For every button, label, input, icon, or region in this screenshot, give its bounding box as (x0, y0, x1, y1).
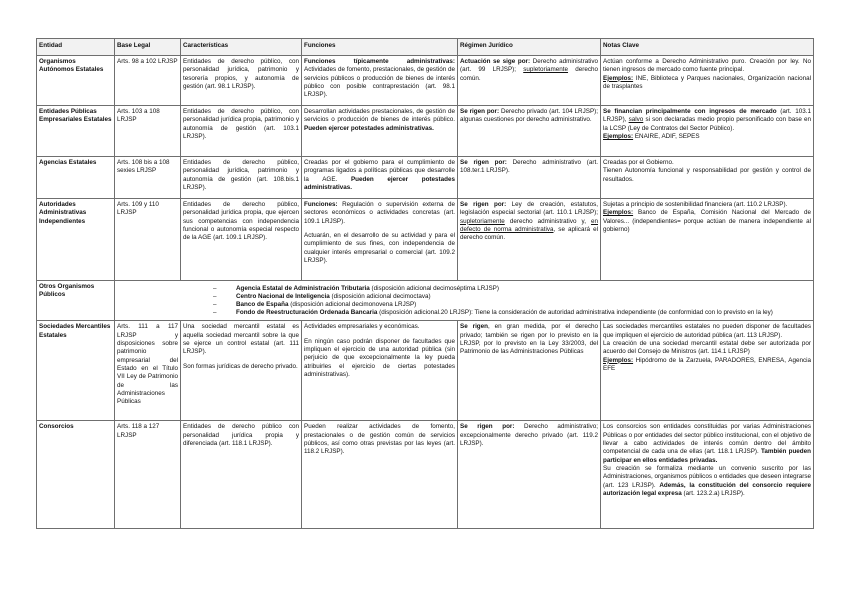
cell-regimen (458, 421, 601, 529)
cell-funciones (302, 321, 458, 421)
cell-funciones: Pueden realizar actividades de fomento, prestacionales o de gestión común de servicios públicos, así como otras previstas por las leyes (art. 118.2 LRJSP). (302, 421, 458, 529)
bold-text: Pueden ejercer potestades administrativas. (304, 175, 455, 192)
table-row (37, 56, 814, 106)
table-row (37, 421, 814, 529)
text: Actuarán, en el desarrollo de su actividad y para el cumplimiento de sus fines, con independencia de cualquier interés empresarial o comercial (art. 109.2 LRJSP). (304, 232, 455, 265)
header-base-legal: Base Legal (115, 39, 181, 56)
text: Tienen Autonomía funcional y responsabilidad por gestión y control de resultados. (603, 167, 811, 183)
bold-text: Pueden ejercer potestades administrativas. (304, 124, 434, 132)
text: En ningún caso podrán disponer de facultades que impliquen el ejercicio de una autoridad pública (sin perjuicio de que excepcionalmente la ley pueda atribuirles el ejercicio de ciertas potestades administrativas). (304, 337, 455, 378)
bold-text: Funciones típicamente administrativas: (304, 58, 455, 65)
cell-entidad: Autoridades Administrativas Independientes (37, 199, 115, 281)
text: Una sociedad mercantil estatal es aquella sociedad mercantil sobre la que se ejerce un control estatal (art. 111 LRJSP). (183, 323, 299, 356)
text: (disposición adicional decimonovena LRJSP) (288, 301, 417, 309)
cell-entidad: Entidades Públicas Empresariales Estatales (37, 106, 115, 157)
cell-notas (601, 157, 814, 199)
bold-text: Banco de España (236, 301, 289, 309)
text: Derecho administrativo; excepcionalmente derecho privado (art. 119.2 LRJSP). (460, 423, 598, 447)
text: Creadas por el gobierno para el cumplimiento de programas ligados a políticas públicas que desarrolle la AGE. (304, 159, 455, 183)
text: (disposición adicional decimoctava) (329, 293, 431, 301)
cell-funciones (302, 199, 458, 281)
cell-entidad: Organismos Autónomos Estatales (37, 56, 115, 106)
examples-label: Ejemplos: (603, 209, 634, 217)
text: ENAIRE, ADIF, SEPES (633, 133, 700, 141)
text: Hipódromo de la Zarzuela, PARADORES, ENRESA, Agencia EFE (603, 356, 811, 372)
text: Derecho administrativo (art. 99 LRJSP); (460, 58, 598, 74)
cell-notas (601, 106, 814, 157)
text: Creadas por el Gobierno. (603, 159, 674, 166)
text: (disposición adicional.20 LRJSP): Tiene la consideración de autoridad administrativa independiente (de conformidad con lo previsto en la ley) (377, 309, 773, 317)
table-row (37, 106, 814, 157)
cell-caracteristicas (181, 321, 302, 421)
cell-notas (601, 421, 814, 529)
bold-text: Agencia Estatal de Administración Tributaria (236, 285, 370, 292)
list-item (117, 293, 811, 301)
bold-text: También pueden participar en ellos entidades privadas. (603, 448, 811, 464)
examples-label: Ejemplos: (603, 356, 634, 364)
text: derecho administrativo y, (504, 217, 591, 225)
underlined-text: supletoriamente (460, 217, 505, 225)
bold-text: Se financian principalmente con ingresos de mercado (603, 108, 777, 115)
examples-label: Ejemplos: (603, 133, 634, 141)
text: Regulación o supervisión externa de sectores económicos o actividades concretas (art. 109.1 LRJSP). (304, 201, 455, 225)
text: (art. 103.1 LRJSP), (603, 108, 811, 124)
underlined-text: en defecto de norma administrativa (460, 217, 598, 234)
text: Desarrollan actividades prestacionales, de gestión de servicios o producción de bienes de interés público. (304, 108, 455, 124)
cell-base-legal: Arts. 109 y 110 LRJSP (115, 199, 181, 281)
text: INE, Biblioteca y Parques nacionales, Organización nacional de trasplantes (603, 74, 811, 91)
cell-funciones (302, 56, 458, 106)
cell-entidad: Agencias Estatales (37, 157, 115, 199)
cell-caracteristicas: Entidades de derecho público con personalidad jurídica propia y diferenciada (art. 118.1 LRJSP). (181, 421, 302, 529)
text: Los consorcios son entidades constituidas por varias Administraciones Públicas o por entidades del sector público institucional, con el objetivo de llevar a cabo actividades de interés común dentro del ámbito competencial de cada una de ellas (art. 118.1 LRJSP). (603, 423, 811, 456)
underlined-text: salvo (628, 116, 644, 124)
text: Derecho administrativo (art. 108.ter.1 LRJSP). (460, 159, 599, 175)
cell-base-legal: Arts. 111 a 117 LRJSP y disposiciones sobre patrimonio empresarial del Estado en el Título VII Ley de Patrimonio de las Administraciones Públicas (115, 321, 181, 421)
text: Sujetas a principio de sostenibilidad financiera (art. 110.2 LRJSP). (603, 201, 788, 208)
bold-text: Actuación se sige por: (460, 58, 531, 65)
bold-text: Se rigen por: (460, 201, 507, 208)
bold-text: Se rigen por: (460, 159, 507, 166)
text: (art. 123.2.a) LRJSP). (681, 490, 745, 498)
table-row (37, 281, 814, 321)
bold-text: Se rigen por: (460, 423, 515, 431)
cell-regimen (458, 199, 601, 281)
text: Actúan conforme a Derecho Administrativo puro. Creación por ley. No tienen ingresos de mercado como fuente principal. (603, 58, 811, 74)
text: , en gran medida, por el derecho privado; también se rigen por lo previsto en la LRJSP, por lo previsto en la Ley 33/2003, del Patrimonio de las Administraciones Públicas (460, 323, 598, 356)
bold-text: Fondo de Reestructuración Ordenada Bancaria (236, 309, 378, 317)
cell-regimen (458, 321, 601, 421)
text: Derecho privado (art. 104 LRJSP); algunas cuestiones por derecho administrativo. (460, 108, 598, 124)
text: , se aplicará el derecho común. (460, 226, 598, 242)
bold-text: Funciones: (304, 201, 338, 208)
text: La creación de una sociedad mercantil estatal debe ser autorizada por acuerdo del Consejo de Ministros (art. 114.1 LRJSP) (603, 339, 811, 356)
cell-entidad: Sociedades Mercantiles Estatales (37, 321, 115, 421)
cell-base-legal: Arts. 103 a 108 LRJSP (115, 106, 181, 157)
list-item (117, 301, 811, 309)
text: (disposición adicional decimoséptima LRJSP) (369, 285, 499, 292)
underlined-text: supletoriamente (523, 66, 569, 74)
text: derecho común. (460, 66, 598, 82)
cell-caracteristicas: Entidades de derecho público, personalidad jurídica propia, que ejercen sus competencias con independencia funcional o autonomía especial respecto de la AGE (art. 109.1 LRJSP). (181, 199, 302, 281)
table-row (37, 157, 814, 199)
cell-base-legal: Arts. 98 a 102 LRJSP (115, 56, 181, 106)
table-row (37, 199, 814, 281)
examples-label: Ejemplos: (603, 74, 634, 82)
bold-text: Se rigen (460, 323, 489, 331)
cell-funciones (302, 106, 458, 157)
bold-text: Centro Nacional de Inteligencia (236, 293, 330, 301)
list-item (117, 285, 811, 293)
text: Su creación se formaliza mediante un convenio suscrito por las Administraciones, organismos públicos o entidades que deseen integrarse (art. 123 LRJSP). (603, 464, 811, 489)
cell-notas (601, 199, 814, 281)
comparison-table (36, 38, 814, 529)
text: Ley de creación, estatutos, legislación especial sectorial (art. 110.1 LRJSP); (460, 201, 598, 217)
cell-entidad: Otros Organismos Públicos (37, 281, 115, 321)
cell-funciones (302, 157, 458, 199)
header-row (37, 39, 814, 56)
table-row (37, 321, 814, 421)
cell-regimen (458, 56, 601, 106)
header-notas: Notas Clave (601, 39, 814, 56)
organism-list (117, 283, 811, 318)
cell-caracteristicas: Entidades de derecho público, con personalidad jurídica, patrimonio y tesorería propios, y autonomía de gestión (art. 98.1 LRJSP). (181, 56, 302, 106)
bold-text: Además, la constitución del consorcio requiere autorización legal expresa (603, 481, 811, 498)
cell-base-legal: Arts. 118 a 127 LRJSP (115, 421, 181, 529)
header-regimen: Régimen Jurídico (458, 39, 601, 56)
text: Son formas jurídicas de derecho privado. (183, 362, 298, 370)
cell-notas (601, 56, 814, 106)
cell-notas (601, 321, 814, 421)
cell-regimen (458, 157, 601, 199)
text: Actividades de fomento, prestacionales, de gestión de servicios públicos o producción de bienes de interés público con posible contraprestación (art. 98.1 LRJSP). (304, 66, 455, 99)
cell-caracteristicas: Entidades de derecho público, con personalidad jurídica propia, patrimonio y autonomía de gestión (art. 103.1 LRJSP). (181, 106, 302, 157)
header-funciones: Funciones (302, 39, 458, 56)
text: Banco de España, Comisión Nacional del Mercado de Valores... (independientes= porque actúan de manera independiente al gobierno) (603, 209, 811, 234)
list-item (117, 309, 811, 317)
cell-entidad: Consorcios (37, 421, 115, 529)
text: si son declaradas medio propio personificado con base en la LCSP (Ley de Contratos del Sector Público). (603, 116, 811, 132)
text: Las sociedades mercantiles estatales no pueden disponer de facultades que impliquen el ejercicio de autoridad pública (art. 113 LRJSP). (603, 323, 811, 339)
text: Actividades empresariales y económicas. (304, 323, 420, 331)
cell-base-legal: Arts. 108 bis a 108 sexies LRJSP (115, 157, 181, 199)
bold-text: Se rigen por: (460, 108, 500, 115)
cell-caracteristicas: Entidades de derecho público, personalidad jurídica, patrimonio y autonomía de gestión (art. 108.bis.1 LRJSP). (181, 157, 302, 199)
cell-regimen (458, 106, 601, 157)
header-caracteristicas: Características (181, 39, 302, 56)
cell-otros-organismos-list (115, 281, 814, 321)
header-entidad: Entidad (37, 39, 115, 56)
